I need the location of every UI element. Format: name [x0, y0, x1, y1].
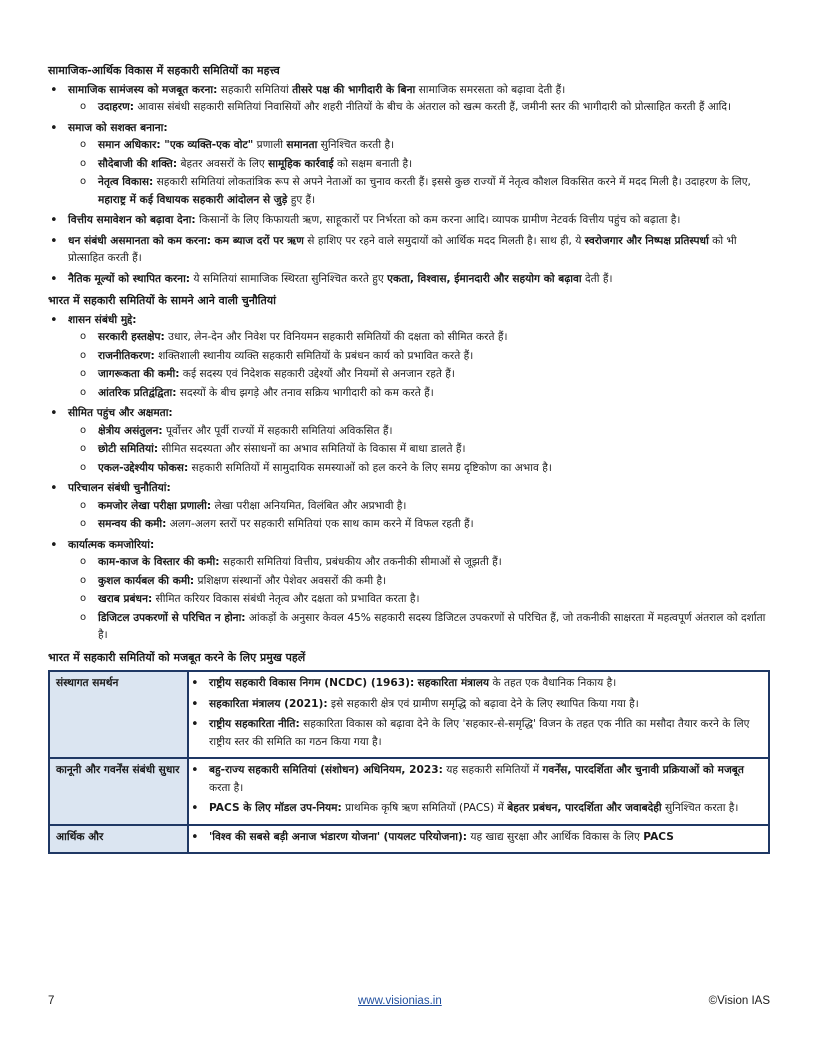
bullet-item — [48, 82, 770, 117]
text-run: आंकड़ों के अनुसार केवल 45% सहकारी सदस्य डिजिटल उपकरणों से परिचित हैं, जो तकनीकी साक्षरता में महत्वपूर्ण अंतराल को दर्शाता है। — [98, 611, 766, 641]
bullet-item — [48, 405, 770, 477]
bold-text: धन संबंधी असमानता को कम करना: कम ब्याज दरों पर ऋण — [68, 234, 304, 247]
bullet-text — [68, 120, 770, 138]
text-run: शक्तिशाली स्थानीय व्यक्ति सहकारी समितियों के प्रबंधन कार्य को प्रभावित करते हैं। — [154, 349, 474, 362]
sub-bullet-item — [68, 348, 770, 366]
bold-text: बहु-राज्य सहकारी समितियां (संशोधन) अधिनियम, 2023: — [209, 764, 443, 776]
text-run: हुए हैं। — [287, 193, 316, 206]
bold-text: PACS — [643, 830, 674, 843]
text-run: सुनिश्चित करती है। — [317, 139, 395, 151]
text-run: कई सदस्य एवं निदेशक सहकारी उद्देश्यों और नियमों से अनजान रहते हैं। — [179, 368, 455, 380]
sub-bullet-item — [68, 423, 770, 441]
row-header: आर्थिक और — [49, 825, 188, 854]
sub-bullet-item — [68, 573, 770, 591]
bullet-text — [209, 800, 762, 818]
bold-text: जागरूकता की कमी: — [98, 368, 180, 380]
bold-text: आंतरिक प्रतिद्वंद्विता: — [98, 386, 177, 399]
bullet-item — [48, 120, 770, 210]
table-row — [49, 825, 769, 854]
bold-text: बेहतर प्रबंधन, पारदर्शिता और जवाबदेही — [507, 802, 662, 814]
bullet-text — [209, 675, 762, 693]
bold-text: सहकारिता मंत्रालय — [417, 677, 490, 689]
text-run: सुनिश्चित करता है। — [661, 802, 739, 814]
bold-text: नैतिक मूल्यों को स्थापित करना: — [68, 272, 191, 285]
text-run: के तहत एक वैधानिक निकाय है। — [489, 677, 617, 689]
sub-bullet-item — [68, 516, 770, 534]
bullet-text — [68, 312, 770, 330]
text-run: सहकारी समितियों में सामुदायिक समस्याओं को हल करने के लिए समग्र दृष्टिकोण का अभाव है। — [188, 461, 552, 474]
text-run: ये समितियां सामाजिक स्थिरता सुनिश्चित करते हुए — [190, 272, 388, 285]
row-header: कानूनी और गवर्नेंस संबंधी सुधार — [49, 758, 188, 825]
text-run: से हाशिए पर रहने वाले समुदायों को आर्थिक मदद मिलती है। साथ ही, ये — [303, 234, 585, 247]
sub-bullet-list — [68, 498, 770, 534]
bullet-item — [48, 537, 770, 645]
bold-text: तीसरे पक्ष की भागीदारी के बिना — [292, 83, 416, 96]
text-run: सहकारी समितियां — [217, 83, 293, 96]
document-body — [48, 58, 770, 854]
bullet-list — [48, 312, 770, 645]
bullet-list — [189, 675, 762, 751]
bullet-item — [48, 271, 770, 289]
sub-bullet-list — [68, 137, 770, 209]
bullet-text — [209, 716, 762, 751]
bold-text: सामाजिक सामंजस्य को मजबूत करना: — [68, 83, 218, 96]
bullet-text — [209, 829, 762, 847]
bold-text: नेतृत्व विकास: — [98, 176, 154, 188]
bullet-text — [68, 82, 770, 100]
bold-text: सरकारी हस्तक्षेप: — [98, 331, 165, 343]
bold-text: कुशल कार्यबल की कमी: — [98, 574, 195, 587]
section-heading: भारत में सहकारी समितियों को मजबूत करने के लिए प्रमुख पहलें — [48, 650, 306, 664]
sub-bullet-item — [68, 610, 770, 645]
sub-bullet-item — [68, 329, 770, 347]
text-run: सामाजिक समरसता को बढ़ावा देती हैं। — [415, 83, 566, 96]
text-run: सहकारिता विकास को बढ़ावा देने के लिए 'सहकार-से-समृद्धि' विजन के तहत एक नीति का मसौदा तैयार करने के लिए राष्ट्रीय स्तर की समिति का गठन किया गया है। — [209, 718, 750, 748]
bold-text: कार्यात्मक कमजोरियां: — [68, 538, 155, 551]
bold-text: काम-काज के विस्तार की कमी: — [98, 556, 220, 568]
text-run: सीमित करियर विकास संबंधी नेतृत्व और दक्षता को प्रभावित करता है। — [152, 593, 420, 605]
bullet-list — [189, 762, 762, 818]
bullet-list — [48, 82, 770, 289]
sub-bullet-list — [68, 329, 770, 402]
bullet-text — [209, 762, 762, 797]
bullet-text — [209, 696, 762, 714]
section-heading: सामाजिक-आर्थिक विकास में सहकारी समितियों का महत्त्व — [48, 64, 280, 77]
sub-bullet-item — [68, 156, 770, 174]
bold-text: समानता — [286, 139, 318, 151]
text-run: सदस्यों के बीच झगड़े और तनाव सक्रिय भागीदारी को कम करते हैं। — [176, 386, 434, 399]
text-run: उधार, लेन-देन और निवेश पर विनियमन सहकारी समितियों की दक्षता को सीमित करते हैं। — [164, 331, 508, 343]
text-run: प्रणाली — [253, 139, 287, 151]
row-header: संस्थागत समर्थन — [49, 671, 188, 758]
text-run: सीमित सदस्यता और संसाधनों का अभाव समितियों के विकास में बाधा डालते हैं। — [158, 443, 466, 455]
section-importance — [48, 62, 770, 288]
table-row — [49, 671, 769, 758]
text-run: आवास संबंधी सहकारी समितियां निवासियों और शहरी नीतियों के बीच के अंतराल को खत्म करती हैं, जमीनी स्तर की भागीदारी को प्रोत्साहित करती हैं आदि। — [134, 101, 732, 113]
bold-text: सामूहिक कार्रवाई — [268, 157, 334, 170]
text-run: इसे सहकारी क्षेत्र एवं ग्रामीण समृद्धि को बढ़ावा देने के लिए स्थापित किया गया है। — [327, 697, 639, 710]
bold-text: खराब प्रबंधन: — [98, 593, 153, 605]
bold-text: एकता, विश्वास, ईमानदारी और सहयोग को बढ़ावा — [387, 272, 582, 285]
bold-text: सीमित पहुंच और अक्षमता: — [68, 407, 173, 419]
bold-text: स्वरोजगार और निष्पक्ष प्रतिस्पर्धा — [584, 234, 709, 247]
bullet-text — [68, 233, 770, 268]
bold-text: उदाहरण: — [98, 101, 135, 113]
bold-text: गवर्नेंस, पारदर्शिता और चुनावी प्रक्रियाओं को मजबूत — [542, 764, 744, 776]
row-content — [188, 758, 769, 825]
bold-text: समन्वय की कमी: — [98, 518, 167, 530]
bold-text: डिजिटल उपकरणों से परिचित न होना: — [98, 611, 246, 624]
text-run: प्रशिक्षण संस्थानों और पेशेवर अवसरों की कमी है। — [194, 574, 387, 587]
text-run: बेहतर अवसरों के लिए — [177, 157, 269, 170]
bold-text: परिचालन संबंधी चुनौतियां: — [68, 482, 171, 494]
bullet-item — [48, 480, 770, 534]
text-run: देती हैं। — [581, 272, 613, 285]
bold-text: समान अधिकार: "एक व्यक्ति-एक वोट" — [98, 139, 254, 151]
bold-text: राजनीतिकरण: — [98, 349, 155, 362]
text-run: पूर्वोत्तर और पूर्वी राज्यों में सहकारी समितियां अविकसित हैं। — [162, 424, 393, 437]
bold-text: कमजोर लेखा परीक्षा प्रणाली: — [98, 499, 212, 512]
section-heading: भारत में सहकारी समितियों के सामने आने वाली चुनौतियां — [48, 294, 277, 307]
row-content — [188, 671, 769, 758]
text-run: सहकारी समितियां लोकतांत्रिक रूप से अपने नेताओं का चुनाव करती हैं। इससे कुछ राज्यों में नेतृत्व कौशल विकसित करने में मदद मिली है। उदाहरण के लिए, — [153, 176, 751, 188]
bullet-item — [189, 762, 762, 797]
text-run: को भी प्रोत्साहित करती हैं। — [68, 234, 737, 264]
bold-text: राष्ट्रीय सहकारिता नीति: — [209, 718, 300, 730]
page-number: 7 — [48, 995, 55, 1007]
row-content — [188, 825, 769, 854]
bullet-text — [68, 271, 770, 289]
bold-text: शासन संबंधी मुद्दे: — [68, 313, 137, 326]
copyright-text: ©Vision IAS — [708, 995, 770, 1007]
bullet-item — [189, 696, 762, 714]
sub-bullet-item — [68, 366, 770, 384]
text-run: को सक्षम बनाती है। — [333, 157, 413, 170]
sub-bullet-item — [68, 385, 770, 403]
text-run: सहकारी समितियां वित्तीय, प्रबंधकीय और तकनीकी सीमाओं से जूझती हैं। — [219, 556, 502, 568]
initiatives-table — [48, 670, 770, 854]
sub-bullet-item — [68, 441, 770, 459]
sub-bullet-item — [68, 174, 770, 209]
bold-text: सौदेबाजी की शक्ति: — [98, 157, 178, 170]
table-row — [49, 758, 769, 825]
bold-text: (पायलट परियोजना): — [383, 830, 468, 843]
text-run: प्राथमिक कृषि ऋण समितियों (PACS) में — [341, 802, 508, 814]
bullet-text — [68, 405, 770, 423]
bullet-text — [68, 212, 770, 230]
text-run: करता है। — [209, 781, 244, 794]
text-run: यह सहकारी समितियों में — [442, 764, 543, 776]
bold-text: समाज को सशक्त बनाना: — [68, 121, 168, 134]
sub-bullet-item — [68, 460, 770, 478]
bullet-item — [48, 233, 770, 268]
sub-bullet-item — [68, 99, 770, 117]
bold-text: 'विश्व की सबसे बड़ी अनाज भंडारण योजना' — [209, 830, 381, 843]
text-run: यह खाद्य सुरक्षा और आर्थिक विकास के लिए — [467, 830, 644, 843]
website-link[interactable]: www.visionias.in — [358, 995, 442, 1007]
bullet-item — [48, 312, 770, 403]
bullet-item — [189, 829, 762, 847]
bullet-text — [68, 480, 770, 498]
bullet-list — [189, 829, 762, 847]
bullet-text — [68, 537, 770, 555]
bullet-item — [189, 716, 762, 751]
text-run: किसानों के लिए किफायती ऋण, साहूकारों पर निर्भरता को कम करना आदि। व्यापक ग्रामीण नेटवर्क वित्तीय पहुंच को बढ़ाता है। — [195, 214, 681, 226]
bold-text: महाराष्ट्र में कई विधायक सहकारी आंदोलन से जुड़े — [98, 193, 288, 206]
bold-text: राष्ट्रीय सहकारी विकास निगम (NCDC) (1963): — [209, 677, 415, 689]
bold-text: एकल-उद्देश्यीय फोकस: — [98, 461, 189, 474]
bold-text: सहकारिता मंत्रालय (2021): — [209, 697, 328, 710]
sub-bullet-list — [68, 423, 770, 478]
sub-bullet-list — [68, 99, 770, 117]
bullet-item — [189, 800, 762, 818]
bold-text: वित्तीय समावेशन को बढ़ावा देना: — [68, 214, 196, 226]
bold-text: PACS के लिए मॉडल उप-नियम: — [209, 802, 342, 814]
text-run: लेखा परीक्षा अनियमित, विलंबित और अप्रभावी है। — [211, 499, 407, 512]
bullet-item — [189, 675, 762, 693]
section-challenges — [48, 292, 770, 645]
bold-text: क्षेत्रीय असंतुलन: — [98, 424, 163, 437]
sub-bullet-list — [68, 554, 770, 645]
bold-text: छोटी समितियां: — [98, 443, 159, 455]
sub-bullet-item — [68, 498, 770, 516]
sub-bullet-item — [68, 137, 770, 155]
bullet-item — [48, 212, 770, 230]
sub-bullet-item — [68, 554, 770, 572]
sub-bullet-item — [68, 591, 770, 609]
section-initiatives — [48, 649, 770, 855]
text-run: अलग-अलग स्तरों पर सहकारी समितियां एक साथ काम करने में विफल रहती हैं। — [166, 518, 474, 530]
